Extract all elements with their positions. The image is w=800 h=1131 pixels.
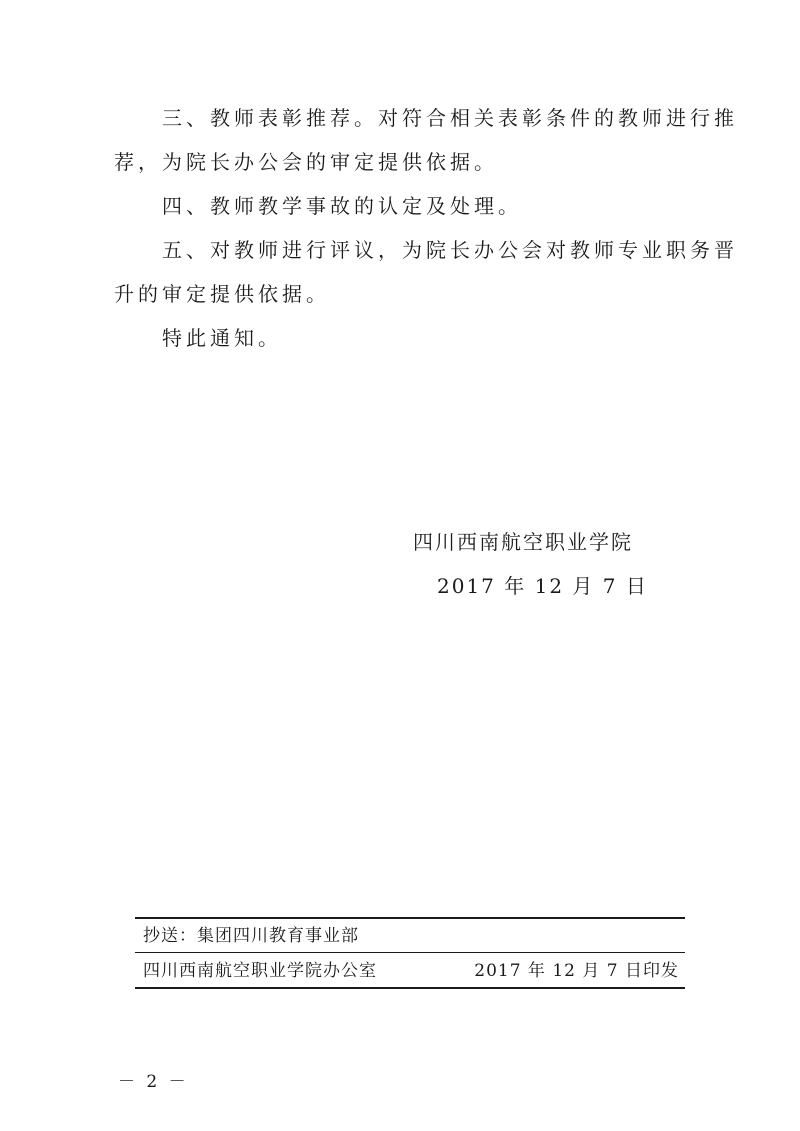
signature-date: 2017 年 12 月 7 日 [437, 574, 648, 598]
paragraph-3-line-1: 三、教师表彰推荐。对符合相关表彰条件的教师进行推 [162, 106, 738, 130]
signature-organization: 四川西南航空职业学院 [413, 530, 633, 554]
issue-date: 2017 年 12 月 7 日印发 [474, 961, 679, 981]
paragraph-5-line-1: 五、对教师进行评议，为院长办公会对教师专业职务晋 [162, 238, 738, 262]
paragraph-4: 四、教师教学事故的认定及处理。 [162, 194, 522, 218]
paragraph-5-line-2: 升的审定提供依据。 [114, 282, 330, 306]
page-number: － 2 － [118, 1072, 189, 1092]
footer-bottom-rule [135, 987, 685, 989]
issuing-office: 四川西南航空职业学院办公室 [143, 961, 377, 981]
footer-top-rule [135, 917, 685, 919]
paragraph-3-line-2: 荐，为院长办公会的审定提供依据。 [114, 150, 498, 174]
footer-middle-rule [135, 952, 685, 953]
cc-recipients: 抄送：集团四川教育事业部 [143, 926, 359, 946]
closing-phrase: 特此通知。 [162, 326, 282, 350]
